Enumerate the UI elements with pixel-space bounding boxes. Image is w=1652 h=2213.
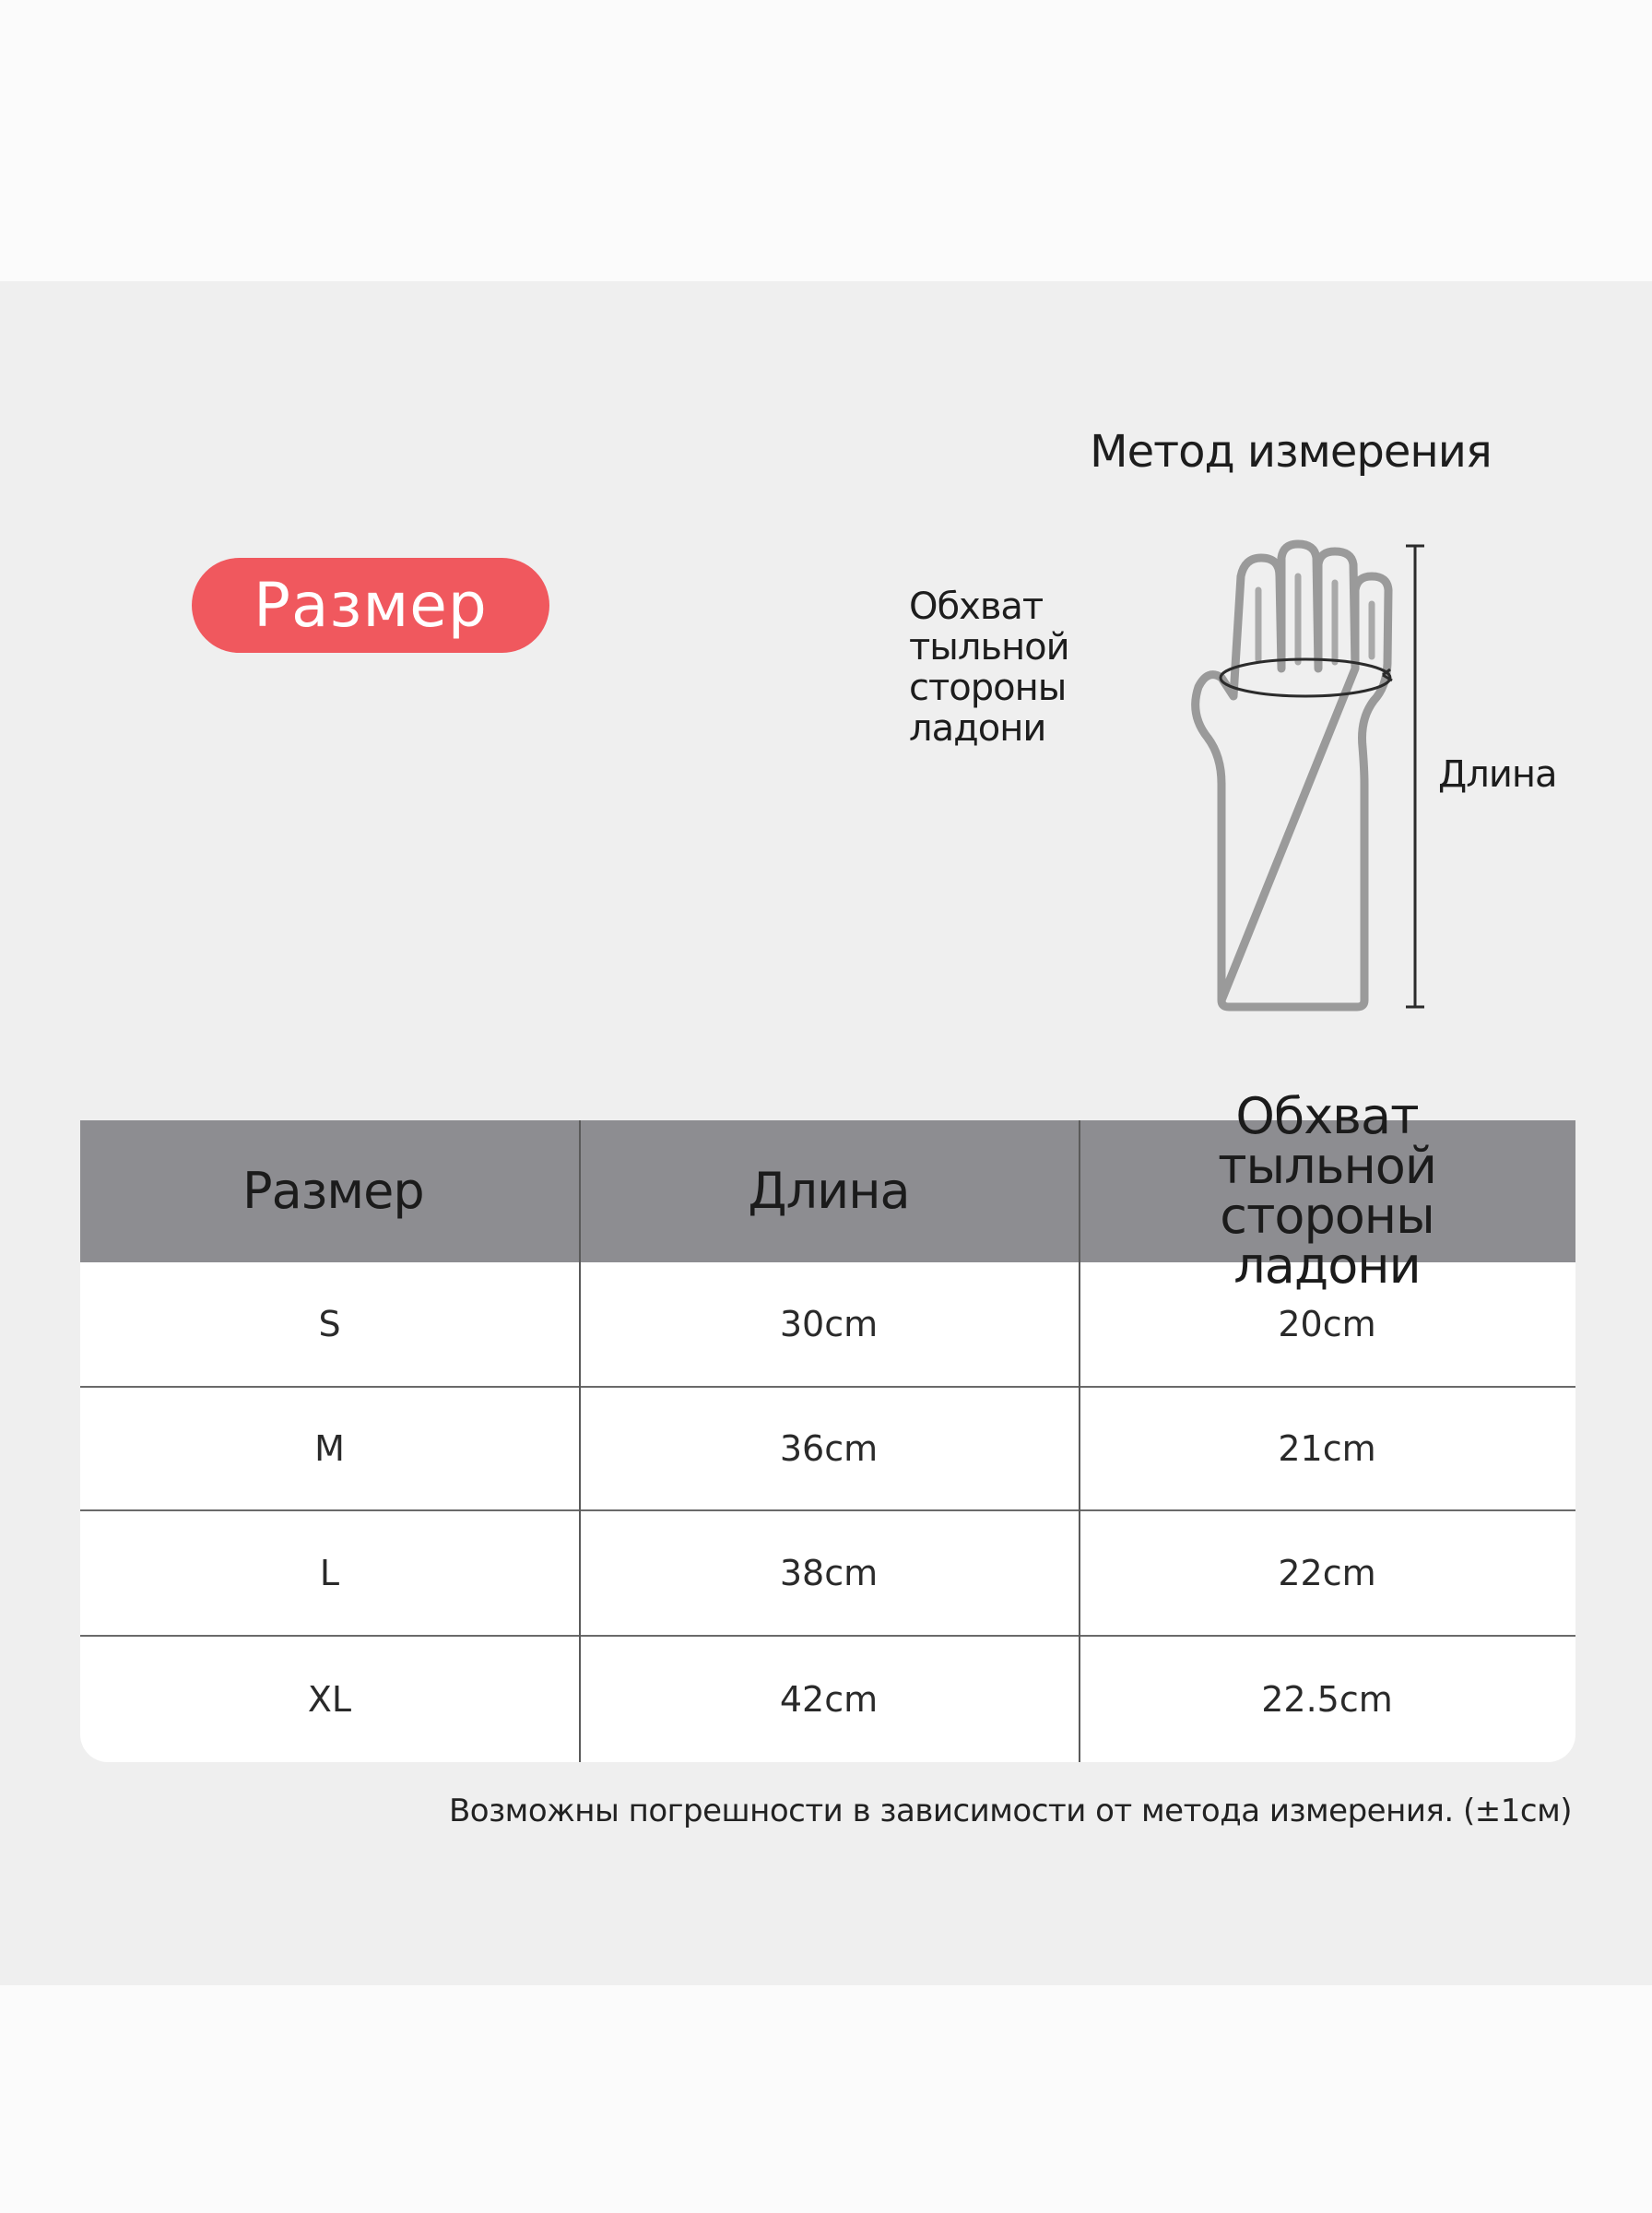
- circumference-label: Обхват тыльной стороны ладони: [909, 586, 1069, 750]
- glove-outline-icon: [1196, 544, 1388, 1007]
- header-size: Размер: [242, 1162, 424, 1220]
- cell-circumference: 21cm: [1278, 1428, 1376, 1469]
- cell-circumference: 22cm: [1278, 1553, 1376, 1593]
- header-circumference-text: Обхват тыльной стороны ладони: [1218, 1087, 1436, 1295]
- cell-length: 38cm: [779, 1553, 879, 1593]
- table-row: [80, 1262, 1575, 1386]
- cell-circumference: 20cm: [1278, 1304, 1376, 1344]
- measurement-method-title: Метод измерения: [1090, 426, 1492, 478]
- length-arrow-icon: [1406, 546, 1424, 1007]
- table-header: [80, 1087, 1575, 1295]
- cell-size: S: [318, 1304, 341, 1344]
- length-label: Длина: [1438, 753, 1557, 796]
- cell-size: XL: [307, 1679, 352, 1720]
- cell-length: 36cm: [779, 1428, 879, 1469]
- size-badge: Размер: [192, 558, 549, 653]
- cell-size: L: [319, 1553, 340, 1593]
- header-circumference: [1079, 1087, 1575, 1295]
- cell-size: M: [314, 1428, 345, 1469]
- size-table: [80, 1087, 1575, 1762]
- cell-length: 42cm: [779, 1679, 879, 1720]
- table-row: [80, 1637, 1575, 1762]
- cell-length: 30cm: [779, 1304, 879, 1344]
- circumference-ellipse-icon: [1221, 659, 1392, 696]
- cell-circumference: 22.5cm: [1261, 1679, 1393, 1720]
- column-divider: [579, 1120, 581, 1762]
- table-row: [80, 1388, 1575, 1509]
- header-length: Длина: [748, 1162, 910, 1220]
- column-divider: [1079, 1120, 1080, 1762]
- measurement-note: Возможны погрешности в зависимости от метода измерения. (±1см): [448, 1793, 1572, 1829]
- table-row: [80, 1511, 1575, 1635]
